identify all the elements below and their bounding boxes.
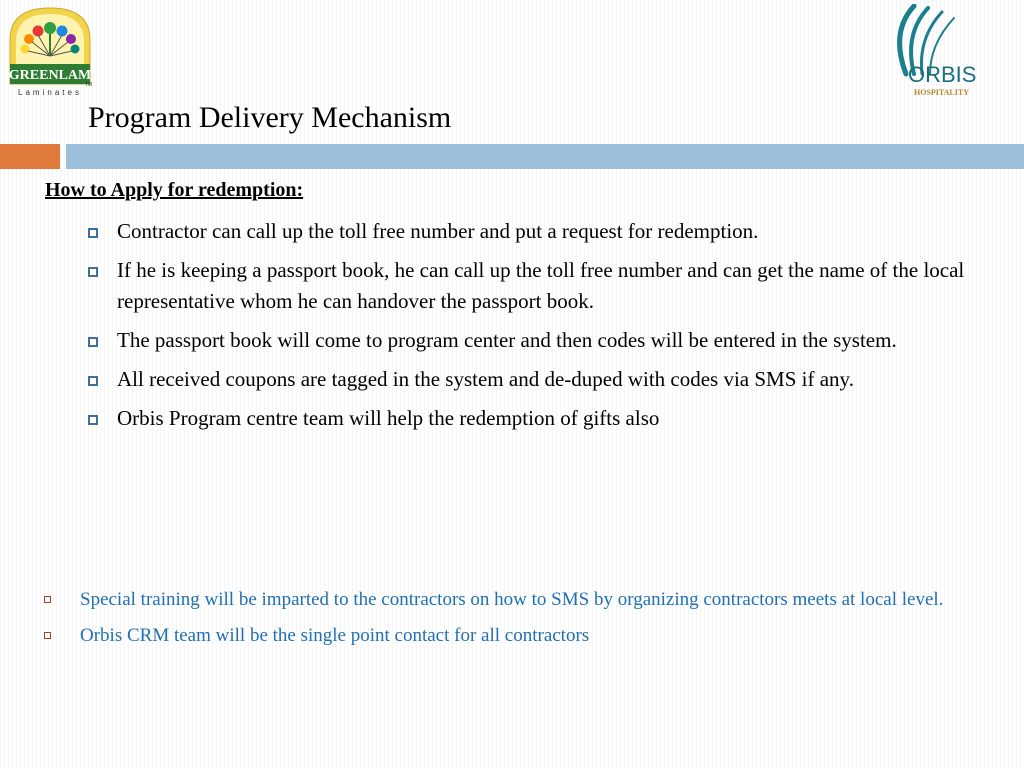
list-item-text: The passport book will come to program center and then codes will be entered in the system. bbox=[117, 328, 897, 352]
orbis-logo bbox=[884, 4, 990, 100]
hollow-square-bullet-icon bbox=[88, 376, 98, 386]
notes-list bbox=[44, 586, 944, 658]
small-square-bullet-icon bbox=[44, 596, 51, 603]
note-item bbox=[44, 622, 944, 649]
list-item-text: Orbis Program centre team will help the redemption of gifts also bbox=[117, 406, 660, 430]
svg-text:TM: TM bbox=[84, 82, 92, 88]
hollow-square-bullet-icon bbox=[88, 267, 98, 277]
list-item bbox=[86, 216, 981, 247]
section-heading: How to Apply for redemption: bbox=[45, 179, 304, 201]
note-item bbox=[44, 586, 944, 613]
accent-bar-orange bbox=[0, 144, 60, 169]
greenlam-logo bbox=[4, 4, 96, 96]
hollow-square-bullet-icon bbox=[88, 337, 98, 347]
list-item-text: If he is keeping a passport book, he can call up the toll free number and can get the name of the local representative whom he can handover the passport book. bbox=[117, 258, 965, 313]
hollow-square-bullet-icon bbox=[88, 228, 98, 238]
list-item bbox=[86, 325, 981, 356]
note-item-text: Special training will be imparted to the contractors on how to SMS by organizing contractors meets at local level. bbox=[80, 589, 944, 610]
orbis-logo-sub: HOSPITALITY bbox=[914, 88, 969, 97]
list-item bbox=[86, 403, 981, 434]
list-item bbox=[86, 255, 981, 317]
note-item-text: Orbis CRM team will be the single point contact for all contractors bbox=[80, 625, 590, 646]
accent-bar-blue bbox=[66, 144, 1024, 169]
hollow-square-bullet-icon bbox=[88, 415, 98, 425]
small-square-bullet-icon bbox=[44, 632, 51, 639]
page-title: Program Delivery Mechanism bbox=[88, 101, 452, 134]
redemption-steps-list bbox=[86, 216, 981, 442]
list-item bbox=[86, 364, 981, 395]
greenlam-logo-sub: Laminates bbox=[18, 88, 82, 96]
orbis-logo-name: ORBIS bbox=[908, 62, 977, 87]
greenlam-logo-name: GREENLAM bbox=[8, 68, 92, 83]
list-item-text: All received coupons are tagged in the system and de-duped with codes via SMS if any. bbox=[117, 367, 854, 391]
list-item-text: Contractor can call up the toll free number and put a request for redemption. bbox=[117, 219, 759, 243]
